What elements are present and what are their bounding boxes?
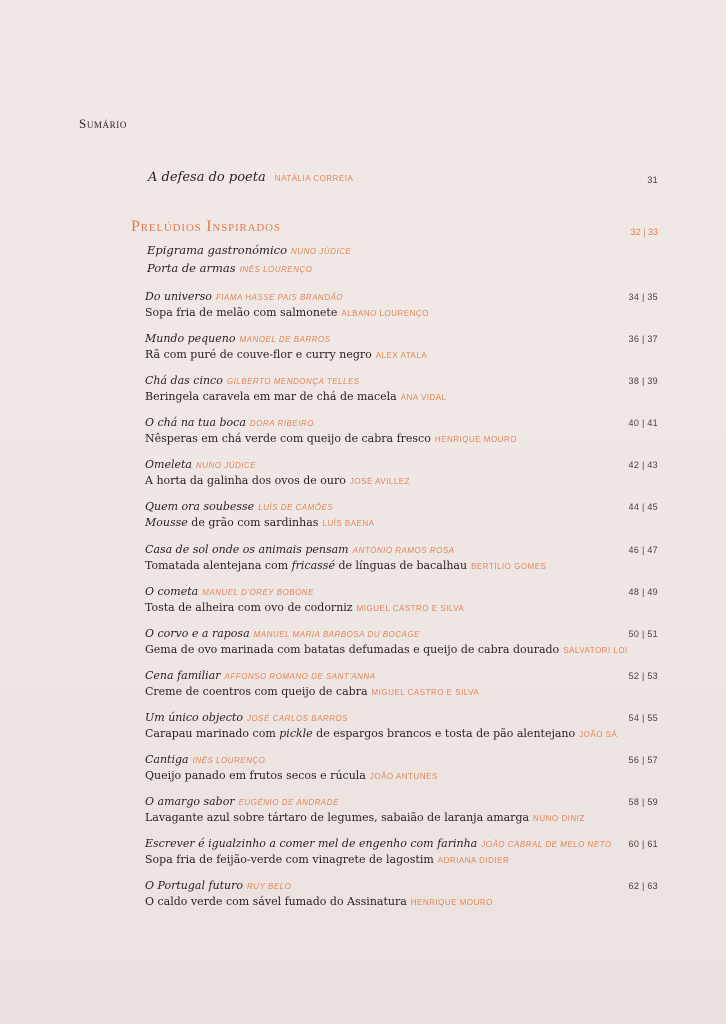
page-numbers: 52 | 53 xyxy=(628,670,658,681)
dish-line xyxy=(145,558,658,574)
toc-entry xyxy=(145,373,658,415)
poet-name: DORA RIBEIRO xyxy=(249,419,314,429)
dedication-page: 31 xyxy=(647,175,658,185)
dish-line xyxy=(145,684,658,700)
poet-name: AFFONSO ROMANO DE SANT'ANNA xyxy=(224,671,376,681)
poet-name: FIAMA HASSE PAIS BRANDÃO xyxy=(215,293,344,302)
poet-name: MANUEL D'OREY BOBONE xyxy=(202,587,314,597)
dish-text: Creme de coentros com queijo de cabra xyxy=(145,684,368,698)
poem-title: Cantiga xyxy=(145,753,189,767)
chef-name: LUÍS BAENA xyxy=(322,519,375,529)
intro-item xyxy=(147,242,351,260)
dish-text: Tosta de alheira com ovo de codorniz xyxy=(145,600,353,614)
dish-text: O caldo verde com sável fumado do Assinatura xyxy=(145,895,407,909)
poem-line xyxy=(145,584,658,600)
poem-title: O chá na tua boca xyxy=(145,416,246,430)
toc-entry xyxy=(145,626,658,668)
poem-line xyxy=(145,668,658,684)
page-numbers: 42 | 43 xyxy=(628,460,658,471)
chef-name: JOÃO SÁ xyxy=(579,729,618,739)
chef-name: ALEX ATALA xyxy=(375,351,428,361)
chef-name: ALBANO LOURENÇO xyxy=(341,309,429,318)
chef-name: ANA VIDAL xyxy=(400,393,447,403)
dish-text: Sopa fria de melão com salmonete xyxy=(145,306,338,319)
toc-entry xyxy=(145,836,658,878)
page-numbers: 60 | 61 xyxy=(628,839,658,850)
poet-name: RUY BELO xyxy=(247,882,292,892)
poem-title: Do universo xyxy=(145,290,212,303)
toc-entry xyxy=(145,710,658,752)
dish-text: de espargos brancos e tosta de pão alentejano xyxy=(312,726,576,740)
poet-name: NUNO JÚDICE xyxy=(195,461,257,471)
poem-title: O Portugal futuro xyxy=(145,879,244,893)
poet-name: GILBERTO MENDONÇA TELLES xyxy=(226,377,360,387)
poem-line xyxy=(145,794,658,810)
poem-line xyxy=(145,415,658,431)
poem-line xyxy=(145,710,658,726)
chef-name: NUNO DINIZ xyxy=(533,814,585,824)
chef-name: JOÃO ANTUNES xyxy=(369,772,438,782)
toc-entry xyxy=(145,878,658,920)
poet-name: INÊS LOURENÇO xyxy=(192,756,266,766)
page-numbers: 38 | 39 xyxy=(628,376,658,387)
chef-name: ADRIANA DIDIER xyxy=(437,856,510,866)
poem-title: O corvo e a raposa xyxy=(145,626,250,640)
toc-entry xyxy=(145,415,658,457)
dish-text-italic: Mousse xyxy=(145,516,188,530)
dish-text: Rã com puré de couve-flor e curry negro xyxy=(145,348,372,362)
poem-title: Chá das cinco xyxy=(145,374,223,388)
poem-title: O cometa xyxy=(145,584,199,598)
page-numbers: 58 | 59 xyxy=(628,797,658,808)
dish-text: Carapau marinado com xyxy=(145,726,280,740)
chef-name: MIGUEL CASTRO E SILVA xyxy=(356,603,465,613)
toc-entry xyxy=(145,457,658,499)
dedication-author: NATÁLIA CORREIA xyxy=(274,174,354,183)
poem-line xyxy=(145,626,658,642)
chef-name: HENRIQUE MOURO xyxy=(434,435,517,445)
dish-text: Lavagante azul sobre tártaro de legumes, sabaião de laranja amarga xyxy=(145,811,530,825)
toc-entry xyxy=(145,794,658,836)
poem-line xyxy=(145,373,658,389)
dish-text: Beringela caravela em mar de chá de macela xyxy=(145,390,397,404)
poem-title: Um único objecto xyxy=(145,710,243,724)
poem-line xyxy=(145,289,658,305)
page-numbers: 34 | 35 xyxy=(628,292,658,302)
dedication-title: A defesa do poeta xyxy=(148,170,266,185)
dish-line xyxy=(145,431,658,447)
dish-text: de grão com sardinhas xyxy=(187,516,319,530)
section-title: Prelúdios Inspirados xyxy=(131,218,281,235)
dish-line xyxy=(145,642,658,658)
dish-text: Gema de ovo marinada com batatas defumadas e queijo de cabra dourado xyxy=(145,642,560,656)
chef-name: HENRIQUE MOURO xyxy=(410,898,493,908)
dish-line xyxy=(145,389,658,405)
chef-name: SALVATORI LOI xyxy=(563,645,628,655)
toc-entries xyxy=(145,289,658,920)
toc-entry xyxy=(145,668,658,710)
dish-line xyxy=(145,347,658,363)
poem-title: Casa de sol onde os animais pensam xyxy=(145,542,349,556)
toc-entry xyxy=(145,584,658,626)
dish-text-italic: fricassé xyxy=(291,558,335,572)
page-numbers: 46 | 47 xyxy=(628,544,658,555)
poet-name: MANUEL MARIA BARBOSA DU BOCAGE xyxy=(253,629,420,639)
poet-name: LUÍS DE CAMÕES xyxy=(258,503,334,513)
section-pages: 32 | 33 xyxy=(630,227,658,237)
poem-title: Cena familiar xyxy=(145,668,221,682)
dish-text: Queijo panado em frutos secos e rúcula xyxy=(145,769,366,783)
chef-name: MIGUEL CASTRO E SILVA xyxy=(371,687,480,697)
poem-line xyxy=(145,457,658,473)
poem-title: Omeleta xyxy=(145,458,192,472)
poet-name: EUGÉNIO DE ANDRADE xyxy=(238,798,339,808)
dish-line xyxy=(145,305,658,321)
intro-item xyxy=(147,260,351,278)
dedication-entry xyxy=(148,166,658,185)
page-numbers: 40 | 41 xyxy=(628,418,658,429)
dish-line xyxy=(145,810,658,826)
intro-title: Epigrama gastronómico xyxy=(147,243,288,257)
toc-entry xyxy=(145,499,658,541)
poem-title: Mundo pequeno xyxy=(145,332,236,346)
poet-name: ANTÓNIO RAMOS ROSA xyxy=(352,545,455,555)
poem-title: O amargo sabor xyxy=(145,795,235,809)
poem-line xyxy=(145,499,658,515)
poet-name: JOSÉ CARLOS BARROS xyxy=(246,713,348,723)
page-numbers: 62 | 63 xyxy=(628,881,658,892)
page-numbers: 50 | 51 xyxy=(628,628,658,639)
page-numbers: 44 | 45 xyxy=(628,502,658,513)
page-heading: Sumário xyxy=(79,116,127,131)
dish-line xyxy=(145,852,658,868)
intro-title: Porta de armas xyxy=(147,261,236,275)
dish-line xyxy=(145,726,658,742)
poem-line xyxy=(145,752,658,768)
dish-line xyxy=(145,600,658,616)
poem-title: Escrever é igualzinho a comer mel de engenho com farinha xyxy=(145,837,478,851)
intro-author: NUNO JÚDICE xyxy=(291,247,352,256)
toc-entry xyxy=(145,331,658,373)
page-numbers: 36 | 37 xyxy=(628,334,658,345)
dish-text: Tomatada alentejana com xyxy=(145,558,292,572)
dish-line xyxy=(145,473,658,489)
poem-line xyxy=(145,878,658,894)
poem-title: Quem ora soubesse xyxy=(145,500,255,514)
dish-line xyxy=(145,894,658,910)
toc-entry xyxy=(145,542,658,584)
toc-entry xyxy=(145,289,658,331)
toc-entry xyxy=(145,752,658,794)
poet-name: JOÃO CABRAL DE MELO NETO xyxy=(481,840,612,850)
dish-text: A horta da galinha dos ovos de ouro xyxy=(145,474,346,488)
dish-line xyxy=(145,768,658,784)
section-intro xyxy=(147,242,351,278)
chef-name: BERTÍLIO GOMES xyxy=(471,561,547,571)
dish-text: Sopa fria de feijão-verde com vinagrete de lagostim xyxy=(145,853,434,867)
poem-line xyxy=(145,836,658,852)
page-numbers: 56 | 57 xyxy=(628,755,658,766)
chef-name: JOSÉ AVILLEZ xyxy=(349,477,410,487)
poem-line xyxy=(145,331,658,347)
poet-name: MANOEL DE BARROS xyxy=(239,335,331,345)
dish-line xyxy=(145,515,658,531)
dish-text-italic: pickle xyxy=(279,726,313,740)
poem-line xyxy=(145,542,658,558)
dish-text: de línguas de bacalhau xyxy=(334,558,468,572)
page-numbers: 54 | 55 xyxy=(628,712,658,723)
intro-author: INÊS LOURENÇO xyxy=(239,265,313,274)
dish-text: Nêsperas em chá verde com queijo de cabra fresco xyxy=(145,432,431,446)
page-numbers: 48 | 49 xyxy=(628,586,658,597)
